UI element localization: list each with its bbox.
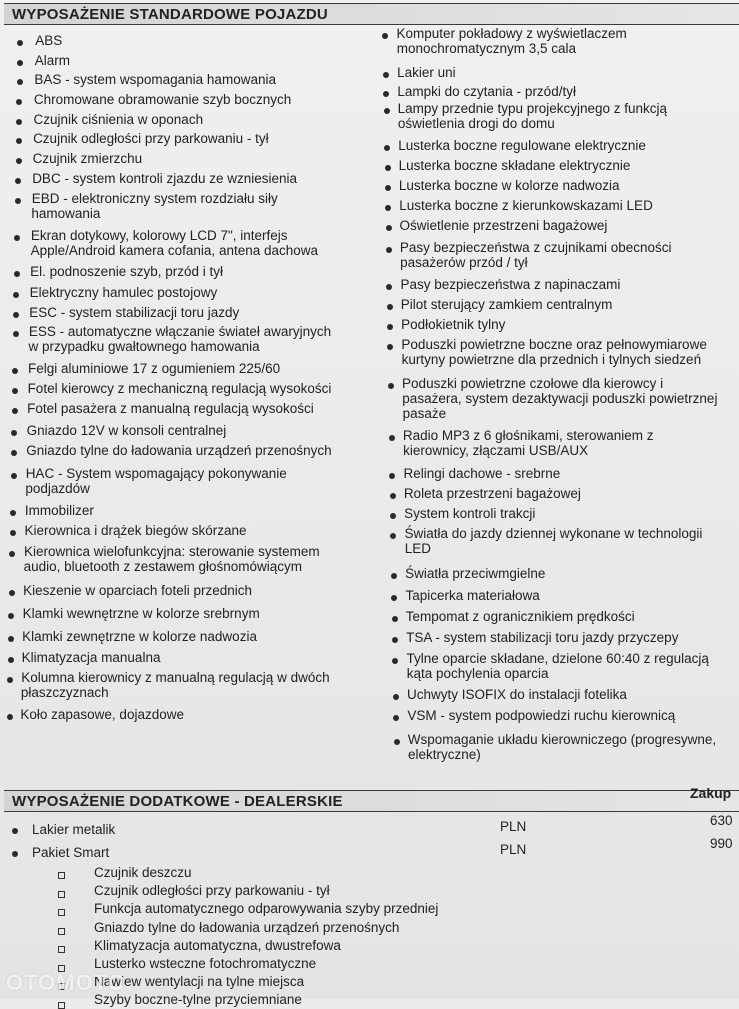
list-item: VSM - system podpowiedzi ruchu kierownicą — [407, 708, 676, 723]
otomoto-watermark: OTOMOTO — [6, 970, 126, 995]
package-item: Gniazdo tylne do ładowania urządzeń przenośnych — [94, 919, 400, 935]
list-item: audio, bluetooth z zestawem głośnomówiącym — [23, 559, 303, 574]
list-item: Kierownica i drążek biegów skórzane — [24, 523, 247, 538]
list-item: Koło zapasowe, dojazdowe — [20, 707, 184, 722]
list-item: Radio MP3 z 6 głośnikami, sterowaniem z — [402, 428, 654, 443]
zakup-column-header: Zakup — [690, 785, 732, 801]
package-item: Czujnik odległości przy parkowaniu - tył — [94, 883, 330, 899]
list-item: Lusterka boczne z kierunkowskazami LED — [399, 198, 653, 213]
package-item: Czujnik deszczu — [94, 865, 192, 880]
list-item: Klimatyzacja manualna — [21, 650, 161, 665]
list-item: Poduszki powietrzne boczne oraz pełnowymiarowe — [401, 337, 707, 352]
list-item: Wspomaganie układu kierowniczego (progresywne, — [407, 732, 717, 747]
list-item: kurtyny powietrzne dla przednich i tylnych siedzeń — [401, 352, 702, 367]
package-item-square-icon — [58, 946, 65, 953]
list-item: TSA - system stabilizacji toru jazdy przyczepy — [406, 630, 679, 645]
list-item: El. podnoszenie szyb, przód i tył — [30, 264, 223, 279]
list-item: Lusterka boczne w kolorze nadwozia — [398, 178, 620, 193]
dealer-item-name: Lakier metalik — [32, 822, 116, 837]
list-item: Klamki zewnętrzne w kolorze nadwozia — [22, 629, 257, 644]
list-item: Fotel pasażera z manualną regulacją wysokości — [27, 401, 314, 416]
list-item: pasażerów przód / tył — [400, 255, 528, 270]
list-item: Uchwyty ISOFIX do instalacji fotelika — [407, 687, 627, 702]
list-item: Oświetlenie przestrzeni bagażowej — [399, 218, 608, 233]
list-item: Tempomat z ogranicznikiem prędkości — [405, 609, 635, 624]
list-item: Pasy bezpieczeństwa z czujnikami obecności — [399, 240, 672, 255]
list-item: Komputer pokładowy z wyświetlaczem — [396, 26, 627, 41]
list-item: Roleta przestrzeni bagażowej — [403, 486, 581, 501]
list-item: płaszczyznach — [20, 685, 109, 700]
list-item: Fotel kierowcy z mechaniczną regulacją wysokości — [27, 381, 332, 396]
list-item: Alarm — [34, 53, 71, 68]
list-item: Elektryczny hamulec postojowy — [29, 285, 218, 300]
list-item: Relingi dachowe - srebrne — [403, 466, 561, 481]
dealer-item-currency: PLN — [500, 819, 527, 834]
list-item: Tylne oparcie składane, dzielone 60:40 z regulacją — [406, 651, 709, 666]
dealer-item-currency: PLN — [500, 842, 527, 857]
list-item: Lakier uni — [397, 65, 456, 80]
package-item-square-icon — [58, 1002, 65, 1009]
list-item: DBC - system kontroli zjazdu ze wzniesienia — [32, 171, 298, 186]
list-item: EBD - elektroniczny system rozdziału siły — [31, 191, 278, 206]
list-item: ESS - automatyczne włączanie świateł awaryjnych — [28, 324, 332, 339]
list-item: ABS — [35, 33, 63, 48]
package-item-square-icon — [58, 872, 65, 879]
package-item-square-icon — [58, 909, 65, 916]
list-item: Światła do jazdy dziennej wykonane w technologii — [404, 526, 703, 541]
list-item: BAS - system wspomagania hamowania — [34, 72, 276, 87]
list-item: podjazdów — [25, 481, 90, 496]
package-item: Nawiew wentylacji na tylne miejsca — [94, 974, 305, 990]
dealer-equipment-title: WYPOSAŻENIE DODATKOWE - DEALERSKIE — [12, 793, 343, 810]
list-item: HAC - System wspomagający pokonywanie — [25, 466, 287, 481]
list-item: Czujnik odległości przy parkowaniu - tył — [33, 131, 269, 146]
list-item: LED — [404, 541, 431, 556]
list-item: Lusterka boczne regulowane elektrycznie — [398, 138, 646, 153]
list-item: Lampy przednie typu projekcyjnego z funkcją — [397, 101, 668, 116]
standard-equipment-title: WYPOSAŻENIE STANDARDOWE POJAZDU — [12, 6, 328, 23]
dealer-item-price: 630 — [710, 813, 733, 828]
list-item: Tapicerka materiałowa — [405, 588, 540, 603]
dealer-item-name: Pakiet Smart — [32, 845, 110, 860]
list-item: Poduszki powietrzne czołowe dla kierowcy i — [402, 376, 664, 391]
list-item: kierownicy, złączami USB/AUX — [403, 443, 589, 458]
list-item: oświetlenia drogi do domu — [397, 116, 555, 131]
list-item: Czujnik ciśnienia w oponach — [33, 112, 204, 127]
list-item: pasaże — [402, 406, 447, 421]
list-item: Lusterka boczne składane elektrycznie — [398, 158, 631, 173]
list-item: w przypadku gwałtownego hamowania — [28, 339, 260, 354]
package-item: Szyby boczne-tylne przyciemniane — [94, 992, 302, 1008]
list-item: Gniazdo 12V w konsoli centralnej — [26, 423, 227, 438]
package-item-square-icon — [58, 928, 65, 935]
list-item: Apple/Android kamera cofania, antena dachowa — [30, 243, 319, 258]
list-item: Kierownica wielofunkcyjna: sterowanie systemem — [23, 544, 320, 559]
list-item: Czujnik zmierzchu — [32, 151, 143, 166]
package-item-square-icon — [58, 891, 65, 898]
list-item: Światła przeciwmgielne — [405, 566, 546, 581]
list-item: kąta pochylenia oparcia — [406, 666, 549, 681]
package-item: Lusterko wsteczne fotochromatyczne — [94, 956, 317, 971]
package-item: Klimatyzacja automatyczna, dwustrefowa — [94, 937, 341, 953]
list-item: Immobilizer — [24, 503, 94, 518]
list-item: ESC - system stabilizacji toru jazdy — [29, 305, 240, 320]
list-item: pasażera, system dezaktywacji poduszki powietrznej — [402, 391, 718, 406]
dealer-item-price: 990 — [710, 836, 733, 851]
list-item: Felgi aluminiowe 17 z ogumieniem 225/60 — [28, 361, 281, 376]
list-item: Kolumna kierownicy z manualną regulacją w dwóch — [21, 670, 330, 685]
list-item: Ekran dotykowy, kolorowy LCD 7", interfejs — [30, 228, 288, 243]
list-item: monochromatycznym 3,5 cala — [396, 41, 577, 56]
list-item: elektryczne) — [408, 747, 481, 762]
list-item: System kontroli trakcji — [404, 506, 536, 521]
list-item: Klamki wewnętrzne w kolorze srebrnym — [22, 606, 260, 621]
list-item: Pilot sterujący zamkiem centralnym — [400, 297, 613, 312]
list-item: Podłokietnik tylny — [401, 317, 506, 332]
list-item: Chromowane obramowanie szyb bocznych — [33, 92, 292, 107]
list-item: Pasy bezpieczeństwa z napinaczami — [400, 277, 621, 292]
list-item: Lampki do czytania - przód/tył — [397, 84, 576, 99]
list-item: hamowania — [31, 206, 101, 221]
list-item: Gniazdo tylne do ładowania urządzeń przenośnych — [26, 443, 332, 458]
package-item: Funkcja automatycznego odparowywania szyby przedniej — [94, 901, 439, 917]
list-item: Kieszenie w oparciach foteli przednich — [23, 583, 252, 598]
